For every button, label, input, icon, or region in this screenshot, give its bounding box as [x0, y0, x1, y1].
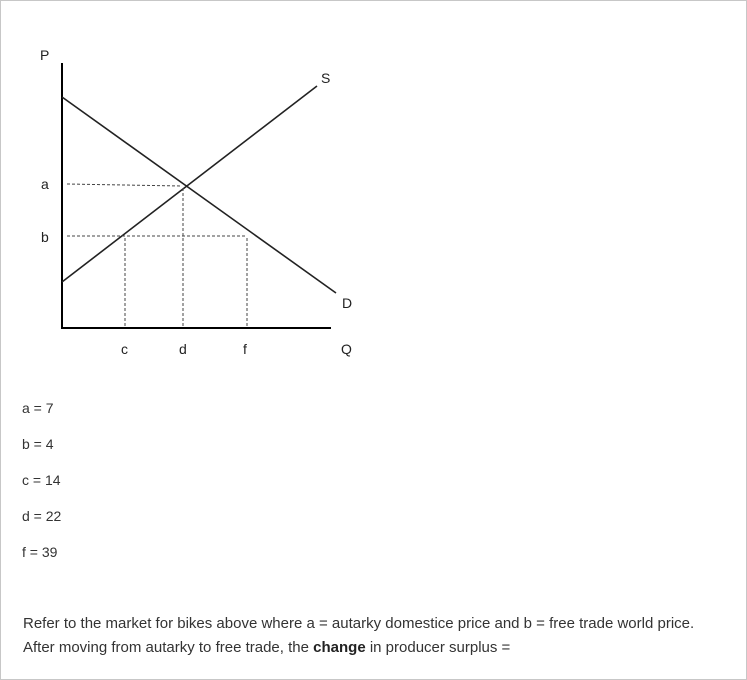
autarky-quantity-label: d	[179, 341, 187, 357]
quantity-axis-label: Q	[341, 341, 352, 357]
autarky-price-guide	[67, 184, 181, 186]
question-text-part1: Refer to the market for bikes above where a = autarky domestice price and b = free trade world price. After moving from autarky to free trade, the	[23, 615, 695, 656]
demand-curve	[62, 97, 336, 293]
supply-demand-diagram	[1, 1, 421, 371]
value-c: c = 14	[22, 472, 61, 488]
world-demand-quantity-label: f	[243, 341, 247, 357]
value-f: f = 39	[22, 544, 58, 560]
world-supply-quantity-label: c	[121, 341, 128, 357]
supply-curve-label: S	[321, 70, 331, 86]
autarky-price-label: a	[41, 176, 49, 192]
value-d: d = 22	[22, 508, 62, 524]
question-text	[23, 612, 713, 660]
value-b: b = 4	[22, 436, 54, 452]
value-a: a = 7	[22, 400, 54, 416]
price-axis-label: P	[40, 47, 50, 63]
demand-curve-label: D	[342, 295, 353, 311]
question-emphasis: change	[313, 639, 366, 656]
question-text-part2: in producer surplus =	[365, 639, 511, 656]
world-price-label: b	[41, 229, 49, 245]
given-values-list	[22, 398, 61, 578]
